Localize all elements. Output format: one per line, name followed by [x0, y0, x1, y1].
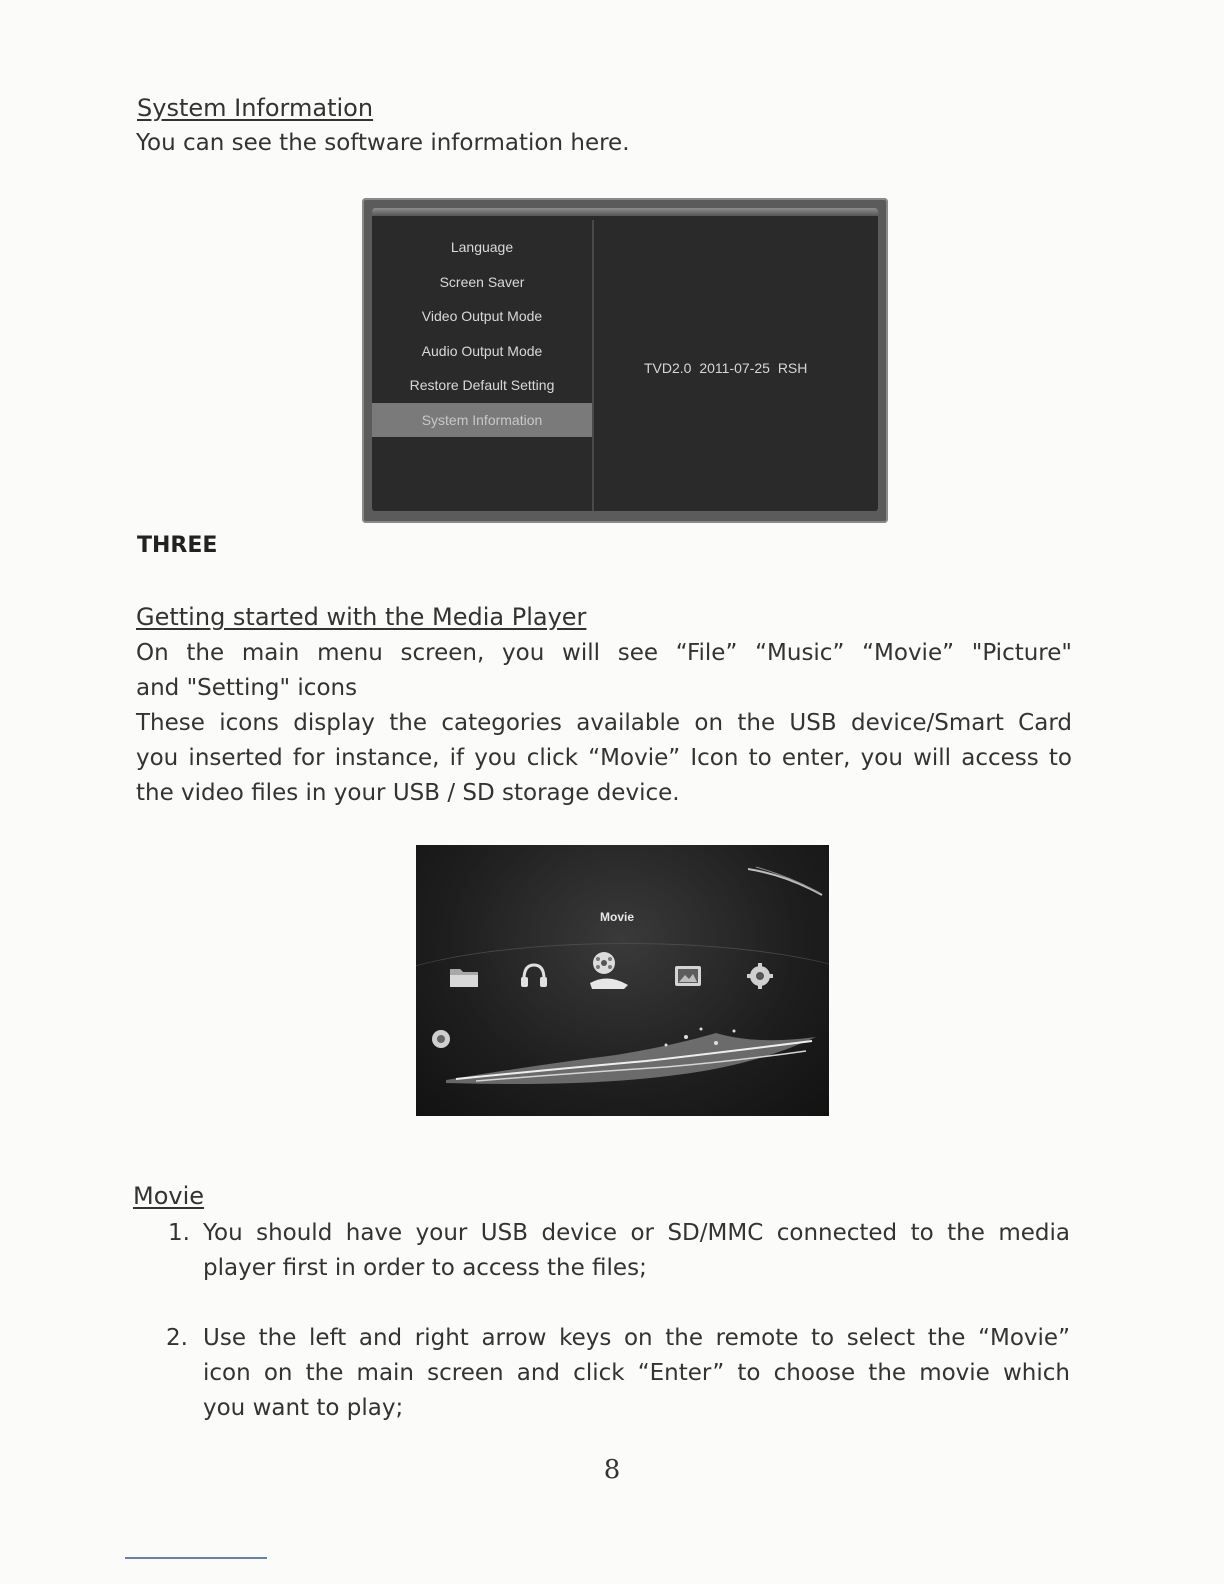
settings-panel: [372, 208, 878, 511]
menu-item-screen-saver[interactable]: Screen Saver: [439, 273, 525, 290]
step-1-line2: player first in order to access the files;: [203, 1255, 647, 1281]
step-2-line3: you want to play;: [203, 1395, 404, 1421]
system-information-heading: System Information: [137, 94, 374, 122]
settings-icon[interactable]: [742, 957, 778, 993]
step-2-line2: icon on the main screen and click “Enter” to choose the movie which: [203, 1360, 1070, 1386]
step-2-line1: Use the left and right arrow keys on the remote to select the “Movie”: [203, 1325, 1070, 1351]
water-splash-decoration: [416, 1025, 829, 1116]
movie-icon[interactable]: [584, 945, 632, 993]
footer-rule: [125, 1557, 267, 1559]
comet-decoration: [746, 863, 826, 903]
media-selected-title: Movie: [600, 910, 635, 924]
movie-heading: Movie: [133, 1182, 205, 1210]
music-icon[interactable]: [516, 957, 552, 993]
menu-item-system-information[interactable]: System Information: [372, 403, 592, 438]
menu-item-audio-output-mode[interactable]: Audio Output Mode: [421, 342, 543, 359]
settings-menu: [372, 230, 592, 437]
picture-icon[interactable]: [670, 957, 706, 993]
menu-item-video-output-mode[interactable]: Video Output Mode: [421, 308, 543, 324]
menu-item-language[interactable]: Language: [450, 239, 514, 255]
media-player-screenshot: [416, 845, 829, 1116]
page-number: 8: [603, 1455, 621, 1485]
getting-started-para2-line2: you inserted for instance, if you click “Movie” Icon to enter, you will access to: [136, 745, 1072, 771]
getting-started-para1-line1: On the main menu screen, you will see “File” “Music” “Movie” "Picture": [136, 640, 1072, 666]
system-information-intro: You can see the software information here.: [136, 130, 630, 156]
settings-screen-screenshot: [362, 198, 888, 523]
getting-started-para1-line2: and "Setting" icons: [136, 675, 358, 701]
step-1-line1: You should have your USB device or SD/MMC connected to the media: [203, 1220, 1070, 1246]
step-2-number: 2.: [166, 1325, 188, 1351]
section-label: THREE: [137, 533, 218, 558]
settings-top-bar: [372, 208, 878, 216]
getting-started-para2-line3: the video files in your USB / SD storage device.: [136, 780, 680, 806]
software-version-text: TVD2.0 2011-07-25 RSH: [644, 360, 808, 376]
step-1-number: 1.: [168, 1220, 190, 1246]
menu-item-restore-default-setting[interactable]: Restore Default Setting: [409, 377, 555, 393]
folder-icon[interactable]: [446, 957, 482, 993]
settings-divider: [592, 220, 594, 511]
getting-started-heading: Getting started with the Media Player: [136, 603, 587, 631]
getting-started-para2-line1: These icons display the categories available on the USB device/Smart Card: [136, 710, 1072, 736]
